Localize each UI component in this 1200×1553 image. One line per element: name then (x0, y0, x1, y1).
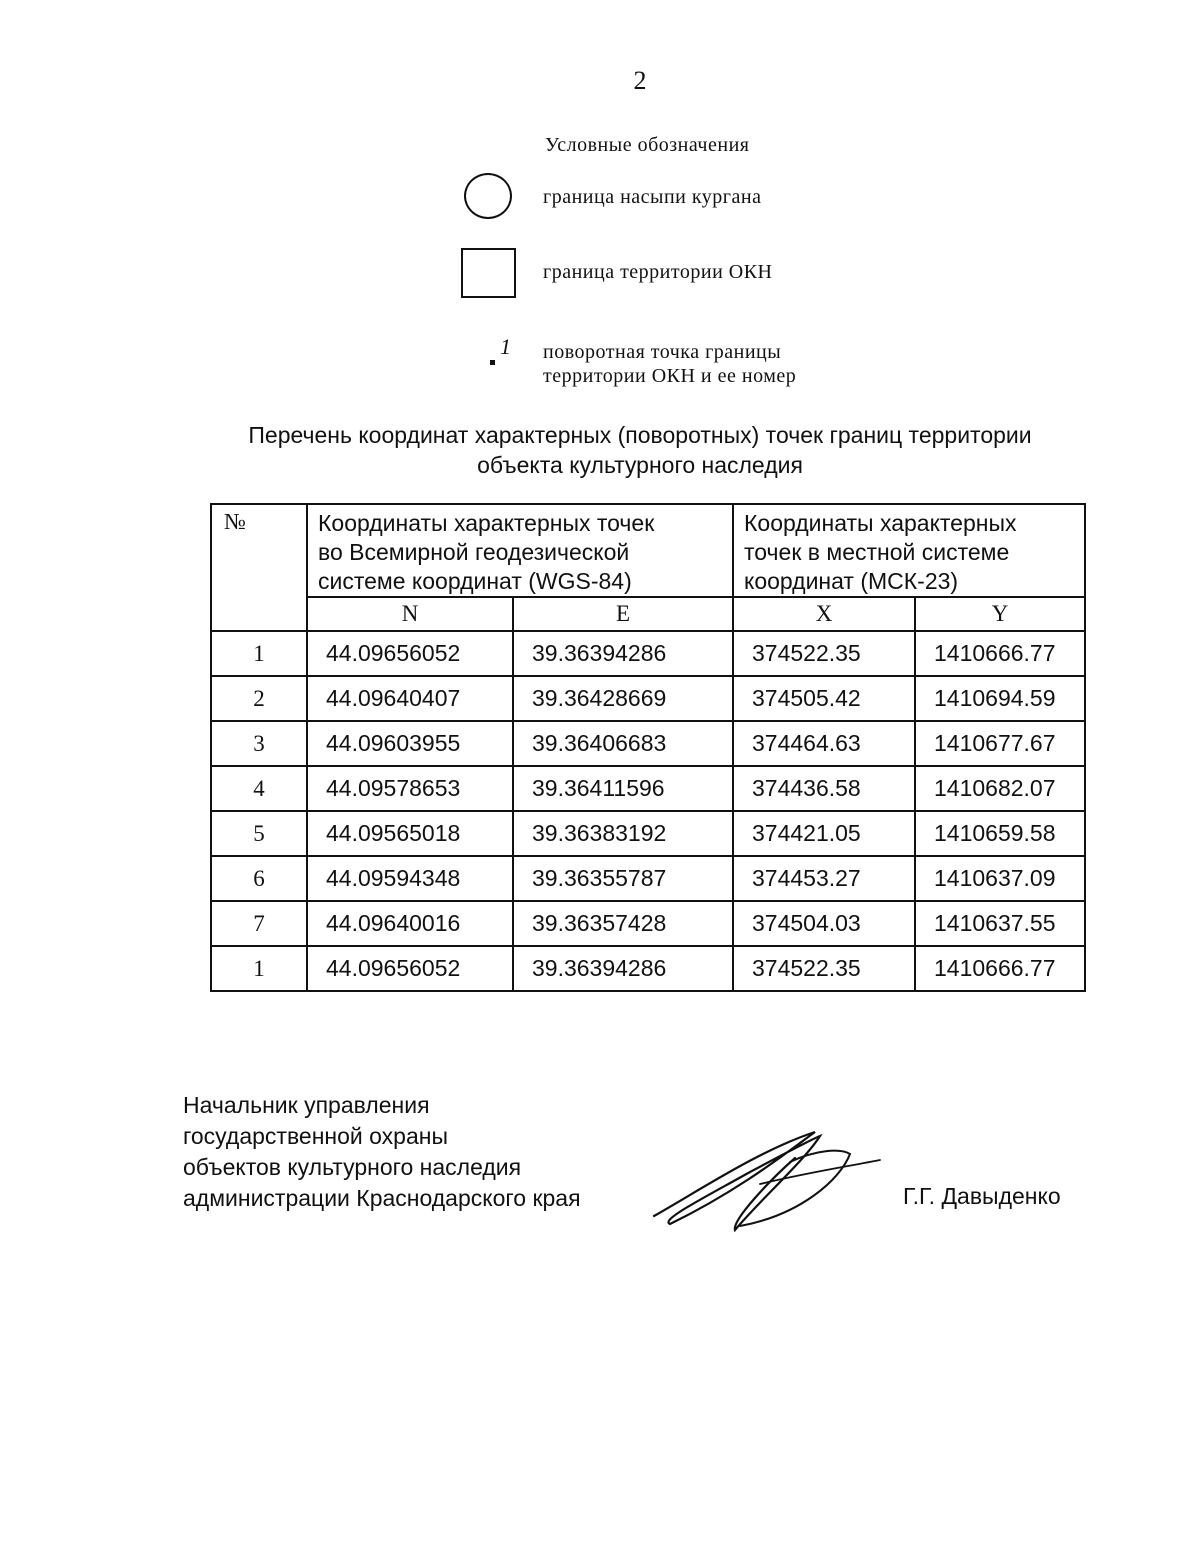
table-row (211, 631, 1085, 676)
cell-n: 44.09578653 (307, 766, 513, 811)
cell-n: 44.09656052 (307, 631, 513, 676)
legend-title: Условные обозначения (545, 134, 750, 156)
cell-e: 39.36428669 (513, 676, 733, 721)
turning-point-icon (490, 360, 495, 365)
cell-number: 3 (211, 721, 307, 766)
cell-x: 374436.58 (733, 766, 915, 811)
cell-number: 6 (211, 856, 307, 901)
handwritten-signature (640, 1120, 890, 1240)
cell-y: 1410637.55 (915, 901, 1085, 946)
cell-x: 374421.05 (733, 811, 915, 856)
cell-number: 5 (211, 811, 307, 856)
cell-n: 44.09594348 (307, 856, 513, 901)
cell-x: 374522.35 (733, 946, 915, 991)
header-wgs84-line-1: Координаты характерных точек (318, 510, 655, 536)
header-msk23-line-2: точек в местной системе (744, 539, 1010, 565)
legend-label-mound-boundary: граница насыпи кургана (543, 186, 762, 208)
cell-y: 1410694.59 (915, 676, 1085, 721)
table-row (211, 946, 1085, 991)
table-row (211, 676, 1085, 721)
table-row (211, 901, 1085, 946)
header-x: X (733, 597, 915, 631)
circle-outline-icon (464, 173, 512, 219)
table-row (211, 721, 1085, 766)
legend-label-territory-boundary: граница территории ОКН (543, 261, 773, 283)
signer-line-1: Начальник управления (183, 1092, 430, 1118)
signer-position (183, 1090, 581, 1214)
cell-n: 44.09565018 (307, 811, 513, 856)
cell-y: 1410659.58 (915, 811, 1085, 856)
signer-line-4: администрации Краснодарского края (183, 1185, 581, 1211)
table-title (180, 420, 1100, 480)
cell-e: 39.36383192 (513, 811, 733, 856)
cell-e: 39.36394286 (513, 631, 733, 676)
cell-y: 1410666.77 (915, 631, 1085, 676)
cell-n: 44.09640407 (307, 676, 513, 721)
cell-n: 44.09603955 (307, 721, 513, 766)
cell-e: 39.36411596 (513, 766, 733, 811)
header-wgs84-line-3: системе координат (WGS-84) (318, 568, 632, 594)
legend-point-label-line-1: поворотная точка границы (543, 341, 782, 363)
cell-y: 1410666.77 (915, 946, 1085, 991)
cell-number: 2 (211, 676, 307, 721)
cell-y: 1410637.09 (915, 856, 1085, 901)
cell-x: 374505.42 (733, 676, 915, 721)
header-wgs84 (307, 504, 733, 597)
cell-x: 374504.03 (733, 901, 915, 946)
cell-x: 374453.27 (733, 856, 915, 901)
cell-number: 1 (211, 631, 307, 676)
page-number: 2 (633, 66, 647, 95)
signer-line-2: государственной охраны (183, 1123, 448, 1149)
cell-y: 1410682.07 (915, 766, 1085, 811)
cell-n: 44.09640016 (307, 901, 513, 946)
header-wgs84-line-2: во Всемирной геодезической (318, 539, 630, 565)
table-row (211, 856, 1085, 901)
table-row (211, 811, 1085, 856)
cell-number: 1 (211, 946, 307, 991)
square-outline-icon (461, 248, 516, 298)
header-e: E (513, 597, 733, 631)
cell-x: 374522.35 (733, 631, 915, 676)
cell-e: 39.36394286 (513, 946, 733, 991)
header-n: N (307, 597, 513, 631)
table-row (211, 766, 1085, 811)
signer-name: Г.Г. Давыденко (903, 1183, 1061, 1209)
cell-e: 39.36357428 (513, 901, 733, 946)
cell-e: 39.36355787 (513, 856, 733, 901)
signer-line-3: объектов культурного наследия (183, 1154, 522, 1180)
legend-point-label-line-2: территории ОКН и ее номер (543, 365, 797, 387)
legend-label-turning-point (543, 340, 863, 388)
header-msk23-line-1: Координаты характерных (744, 510, 1017, 536)
coordinates-table (210, 503, 1086, 992)
header-msk23 (733, 504, 1085, 597)
cell-n: 44.09656052 (307, 946, 513, 991)
legend-point-number: 1 (500, 334, 511, 359)
header-msk23-line-3: координат (МСК-23) (744, 568, 959, 594)
table-title-line-2: объекта культурного наследия (477, 452, 803, 478)
cell-e: 39.36406683 (513, 721, 733, 766)
header-number: № (211, 504, 307, 631)
cell-y: 1410677.67 (915, 721, 1085, 766)
cell-number: 4 (211, 766, 307, 811)
cell-x: 374464.63 (733, 721, 915, 766)
cell-number: 7 (211, 901, 307, 946)
header-y: Y (915, 597, 1085, 631)
table-title-line-1: Перечень координат характерных (поворотных) точек границ территории (248, 422, 1032, 448)
